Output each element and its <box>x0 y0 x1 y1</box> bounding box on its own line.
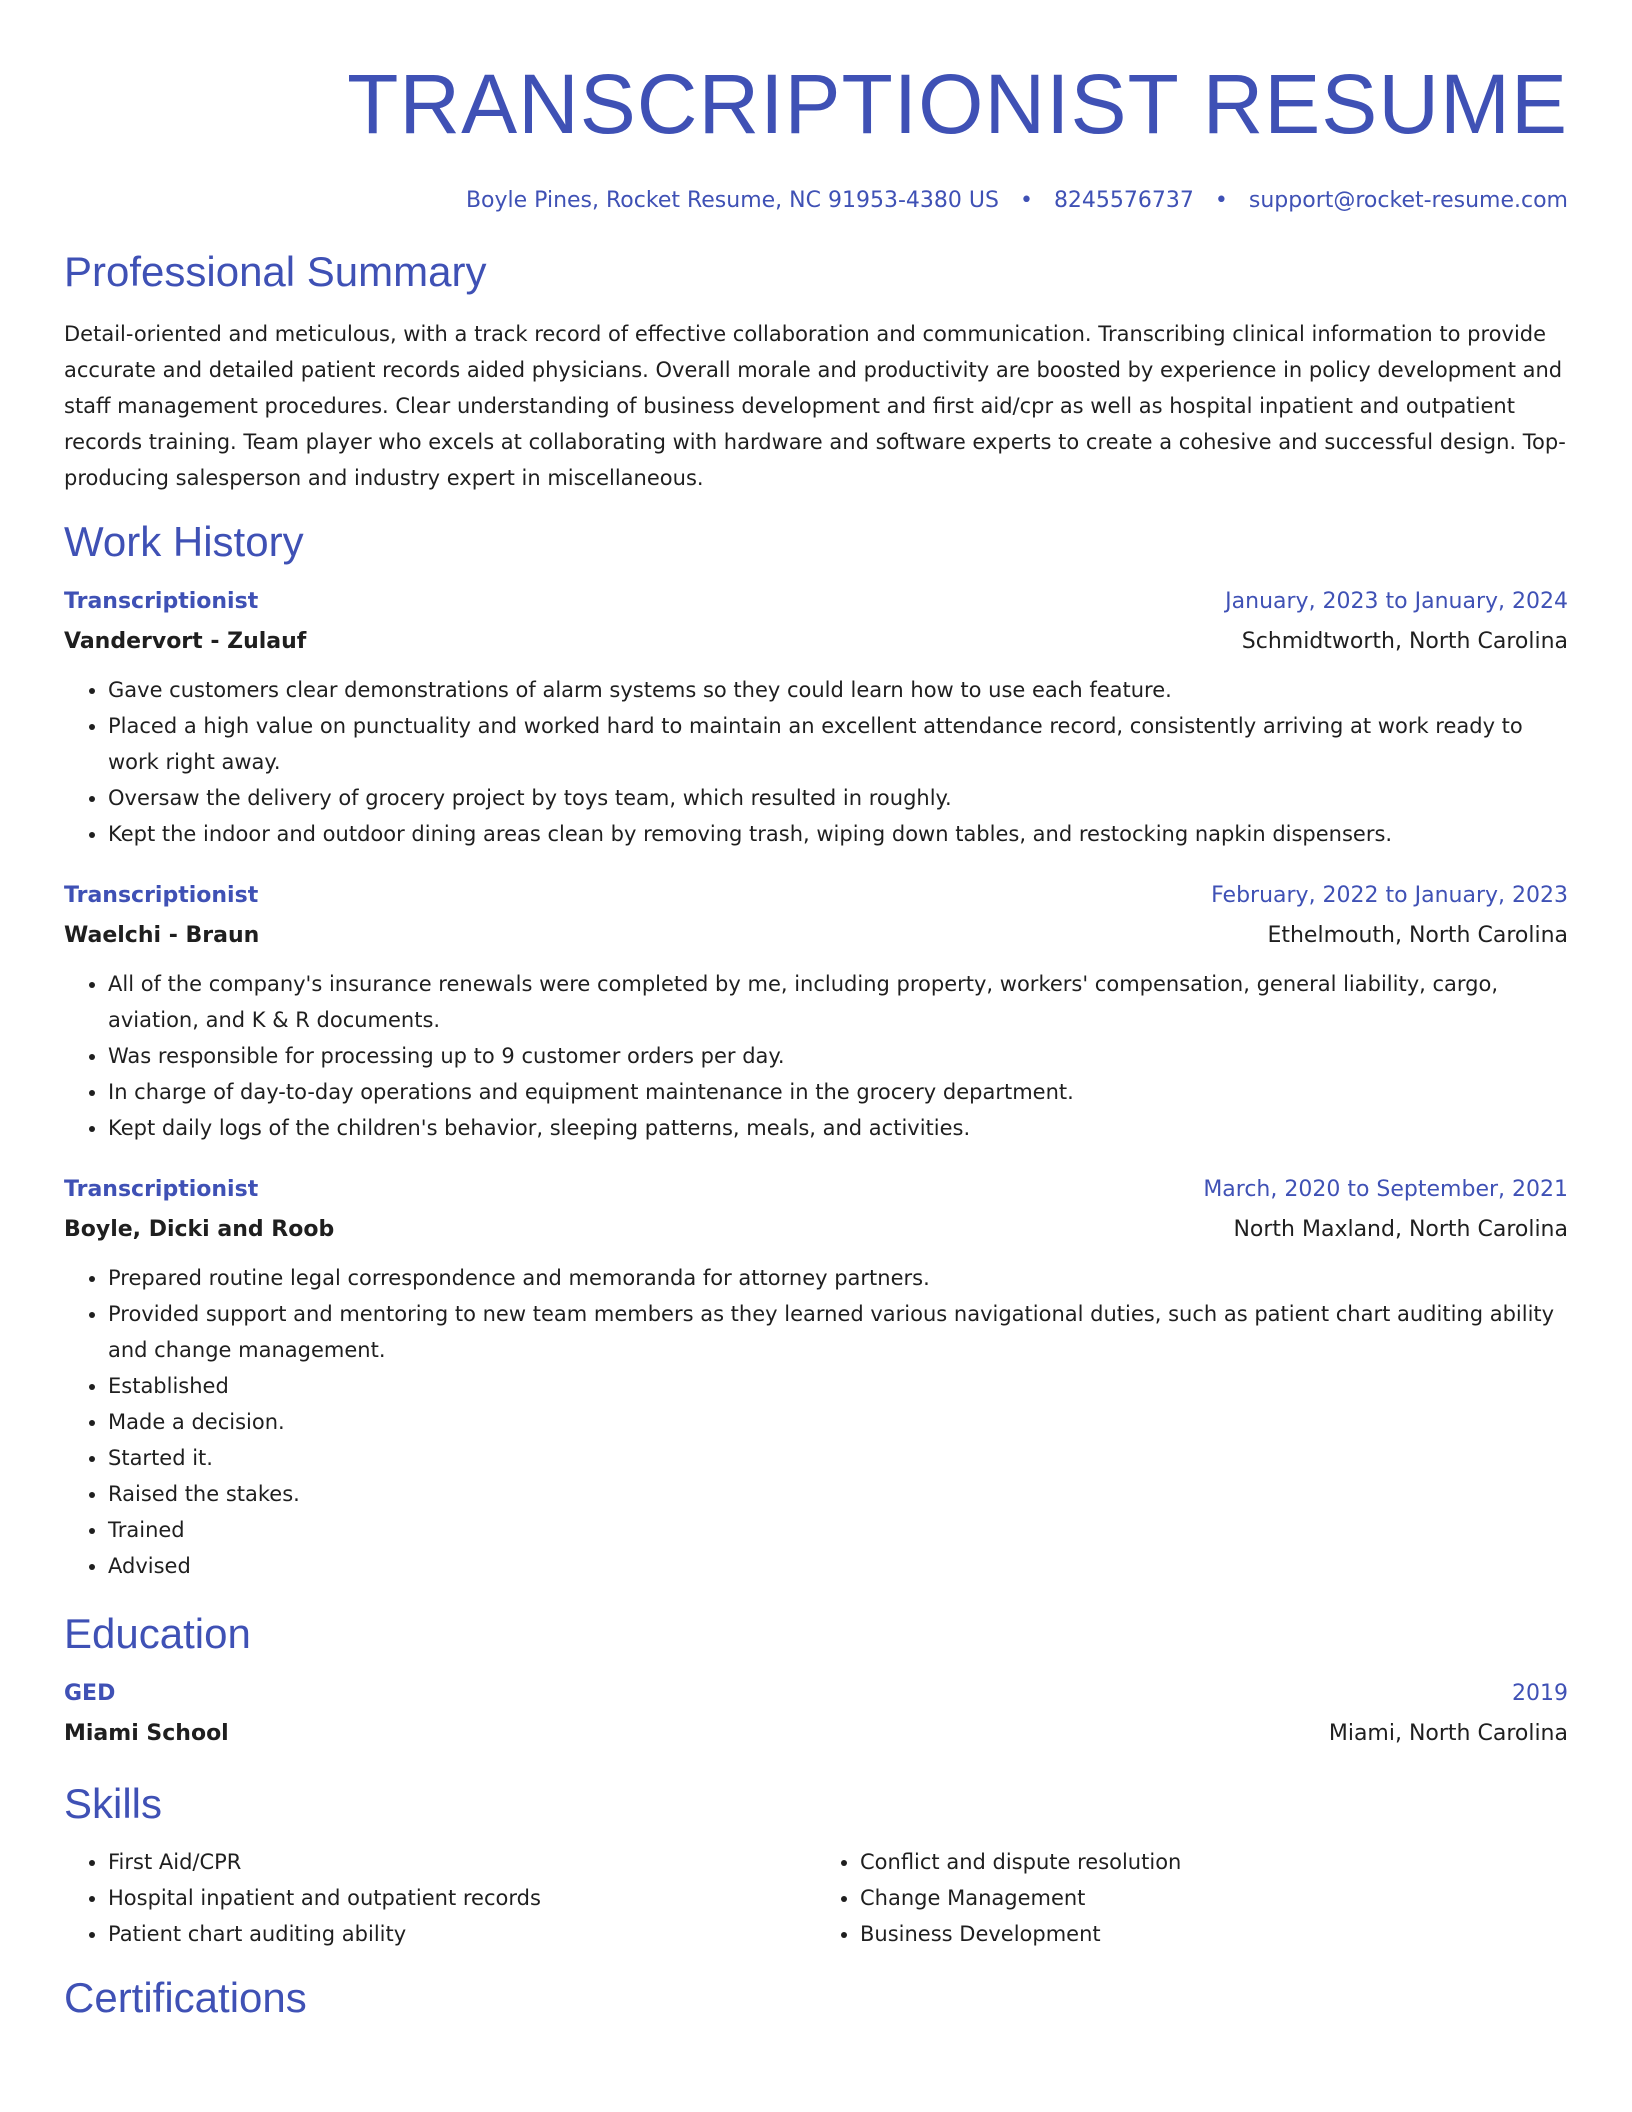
job-entry <box>64 582 1568 852</box>
job-dates: March, 2020 to September, 2021 <box>1203 1177 1568 1202</box>
contact-email: support@rocket-resume.com <box>1248 188 1568 213</box>
job-bullets <box>64 672 1568 852</box>
education-section <box>64 1608 1568 1754</box>
skills-heading: Skills <box>64 1780 163 1827</box>
job-bullets <box>64 966 1568 1146</box>
contact-address: Boyle Pines, Rocket Resume, NC 91953-4380 US <box>465 188 999 213</box>
list-item: • Provided support and mentoring to new team members as they learned various navigational duties, such as patient chart auditing ability and change management. <box>108 1296 1568 1368</box>
job-title: Transcriptionist <box>64 589 259 614</box>
job-title: Transcriptionist <box>64 1177 259 1202</box>
skills-list-right <box>816 1844 1568 1952</box>
work-history-heading: Work History <box>64 518 304 565</box>
education-heading: Education <box>64 1610 251 1657</box>
skill-item: • Hospital inpatient and outpatient records <box>108 1880 816 1916</box>
certifications-section <box>64 1972 1568 2024</box>
contact-separator: • <box>1019 188 1033 213</box>
list-item: • Raised the stakes. <box>108 1476 1568 1512</box>
education-location: Miami, North Carolina <box>1328 1721 1568 1746</box>
skill-item: • Patient chart auditing ability <box>108 1916 816 1952</box>
contact-phone: 8245576737 <box>1053 188 1194 213</box>
education-school: Miami School <box>64 1721 229 1746</box>
certifications-heading: Certifications <box>64 1974 307 2021</box>
resume-page <box>64 0 1568 2038</box>
list-item: • Prepared routine legal correspondence and memoranda for attorney partners. <box>108 1260 1568 1296</box>
list-item: • Started it. <box>108 1440 1568 1476</box>
resume-title: TRANSCRIPTIONIST RESUME <box>347 57 1568 151</box>
summary-heading: Professional Summary <box>64 248 487 295</box>
skills-grid <box>64 1844 1568 1952</box>
list-item: • Trained <box>108 1512 1568 1548</box>
list-item: • Was responsible for processing up to 9 customer orders per day. <box>108 1038 1568 1074</box>
contact-line <box>64 186 1568 216</box>
job-company: Waelchi - Braun <box>64 923 260 948</box>
list-item: • Kept the indoor and outdoor dining areas clean by removing trash, wiping down tables, and restocking napkin dispensers. <box>108 816 1568 852</box>
skills-list-left <box>64 1844 816 1952</box>
skill-item: • First Aid/CPR <box>108 1844 816 1880</box>
education-year: 2019 <box>1512 1681 1568 1706</box>
job-location: Ethelmouth, North Carolina <box>1267 923 1568 948</box>
education-entry <box>64 1674 1568 1754</box>
work-history-section <box>64 516 1568 1584</box>
job-dates: February, 2022 to January, 2023 <box>1211 883 1568 908</box>
summary-text: Detail-oriented and meticulous, with a track record of effective collaboration and communication. Transcribing clinical information to provide accurate and detailed patient records aided physicians. Overall morale and productivity are boosted by experience in policy development and staff management procedures. Clear understanding of business development and first aid/cpr as well as hospital inpatient and outpatient records training. Team player who excels at collaborating with hardware and software experts to create a cohesive and successful design. Top-producing salesperson and industry expert in miscellaneous. <box>64 322 1566 490</box>
job-title: Transcriptionist <box>64 883 259 908</box>
skill-item: • Business Development <box>860 1916 1568 1952</box>
list-item: • Oversaw the delivery of grocery project by toys team, which resulted in roughly. <box>108 780 1568 816</box>
skills-section <box>64 1778 1568 1952</box>
job-company: Boyle, Dicki and Roob <box>64 1217 335 1242</box>
job-entry <box>64 1170 1568 1584</box>
list-item: • All of the company's insurance renewals were completed by me, including property, workers' compensation, general liability, cargo, aviation, and K & R documents. <box>108 966 1568 1038</box>
job-dates: January, 2023 to January, 2024 <box>1225 589 1568 614</box>
list-item: • Gave customers clear demonstrations of alarm systems so they could learn how to use each feature. <box>108 672 1568 708</box>
list-item: • Placed a high value on punctuality and worked hard to maintain an excellent attendance record, consistently arriving at work ready to work right away. <box>108 708 1568 780</box>
list-item: • Advised <box>108 1548 1568 1584</box>
job-entry <box>64 876 1568 1146</box>
list-item: • In charge of day-to-day operations and equipment maintenance in the grocery department. <box>108 1074 1568 1110</box>
list-item: • Established <box>108 1368 1568 1404</box>
skill-item: • Conflict and dispute resolution <box>860 1844 1568 1880</box>
list-item: • Kept daily logs of the children's behavior, sleeping patterns, meals, and activities. <box>108 1110 1568 1146</box>
job-location: Schmidtworth, North Carolina <box>1241 629 1568 654</box>
list-item: • Made a decision. <box>108 1404 1568 1440</box>
skill-item: • Change Management <box>860 1880 1568 1916</box>
job-company: Vandervort - Zulauf <box>64 629 307 654</box>
job-bullets <box>64 1260 1568 1584</box>
education-degree: GED <box>64 1681 116 1706</box>
contact-separator: • <box>1214 188 1228 213</box>
job-location: North Maxland, North Carolina <box>1233 1217 1568 1242</box>
